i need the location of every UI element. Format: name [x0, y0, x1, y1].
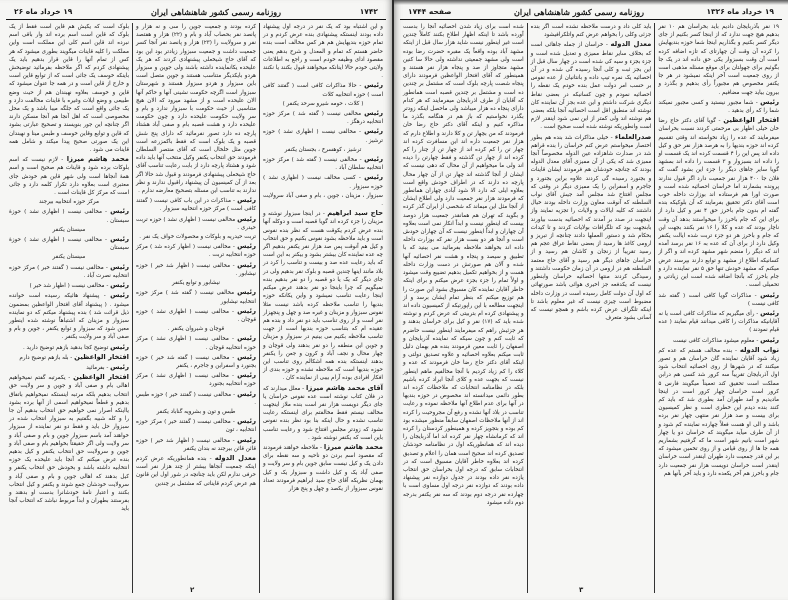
- speaker-name: افتخار الواعظین: [723, 116, 779, 125]
- speaker-name: آقای محمد هاشم میرزا: [306, 383, 384, 392]
- paragraph-text: مخالفی نیست ( گفته شد ) مرکز حوزه انتخابیه نیشابور: [136, 290, 256, 305]
- paragraph-text: - معلل میدارند که در فلان کتاب نوشته است عده نفوس خراسان یا جای دیگر دویست هزار نفر است بنده ملاز اینجهت مخالف نیستم فقط مخالفتم برای اینستکه رعایت تناسب نشده و حال اینکه بنا بود نظر بنده نفوس نشود که زودتر مجلس افتتاح شود و رعایت تناسب باین است که یکنفر نوشته شود .: [263, 385, 383, 441]
- paragraph-text: سبزوار ، مزینان ، جوین ، بام و صفی آباد سرولایت .: [263, 192, 383, 208]
- speaker-name: حاج سید ابراهیم: [327, 209, 384, 218]
- speaker-name: رئیس: [237, 435, 257, 444]
- speaker-name: رئیس: [364, 81, 383, 90]
- paragraph-text: - مخالفی نیست ( گفته شد ) مرکز حوزه انتخابیه سلطان آباد .: [263, 157, 383, 172]
- paragraph-text: مرکز حوزه انتخابیه بیرجند: [39, 199, 99, 206]
- text-paragraph: [136, 233, 256, 241]
- paragraph-text: - مخالفی نیست ( اظهاری نشد ) حوزه ترشیز .: [263, 129, 383, 144]
- left-page-column-3: [6, 23, 132, 593]
- speaker-name: رئیس: [110, 262, 129, 271]
- paragraph-text: - مخالفی نیست ( اظهاری نشد ) حوزهٔ سیستان: [9, 237, 129, 252]
- speech-paragraph: [658, 336, 779, 345]
- paragraph-text: - لازم نیست که اسم بلوکات برده شود و قاینات هم صحیح است و اسم همهٔ آنجاها است ولی شهر قاین هم خودش جای معتبری است بعلاوه دارد تکرار کلمه دارد و جائی است که مرکز کل قاینات است .: [9, 157, 129, 197]
- speaker-name: محمد هاشم میرزا: [66, 155, 130, 164]
- left-page-column-1: [259, 23, 386, 593]
- page-number: ۱۷۴۲: [359, 7, 378, 16]
- paragraph-text: ۱۹ نفر بآذربایجان دادیم باید بخراسان هم ۱۰ نفر بدهیم هیچ جهت ندارد که از اینجا کسر بکنیم از جای دیگر کسر بکنیم و بگذاریم اینجا شما حوزه بندیهایش را کرده آن وقت آن چهارتای که تازه اضافه کرده است آن وقت بسبزوار یکی حق داده اند در یک جا بگوئیم برای جهولتان برای موقع مسئله مذهبی است از روی جمعیت است آخر اینکه نمیشود در هر جا یکنفر مخصوص هم مجبوراً رأی بدهیم و بگذرد و بیرون بیاید جهت مضافیم .: [658, 24, 779, 96]
- speech-paragraph: [263, 109, 383, 126]
- speaker-name: رئیس: [760, 335, 779, 344]
- speech-paragraph: [9, 363, 129, 372]
- text-paragraph: [136, 23, 256, 195]
- speaker-name: رئیس: [110, 362, 129, 371]
- paragraph-text: توضیح کجا بدهید بازهم توضیح دارید .: [23, 344, 109, 351]
- speech-paragraph: [136, 454, 256, 488]
- paragraph-text: سیستان یکنفر: [52, 226, 86, 233]
- speech-paragraph: [136, 353, 256, 370]
- speech-paragraph: [658, 98, 779, 115]
- speaker-name: افتخار الواعظین: [74, 352, 129, 361]
- text-paragraph: [531, 23, 652, 39]
- speaker-name: محمد هاشم میرزا: [323, 442, 384, 451]
- paragraph-text: - بفرمائید: [86, 364, 109, 371]
- text-paragraph: [263, 100, 383, 108]
- newspaper-title: روزنامه رسمی کشور شاهنشاهی ایران: [514, 6, 644, 17]
- speech-paragraph: [9, 281, 129, 290]
- paragraph-text: - بله بازهم توضیح دارم: [19, 354, 73, 361]
- speaker-name: رئیس: [110, 207, 129, 216]
- speaker-name: رئیس: [110, 281, 129, 290]
- text-paragraph: [136, 408, 256, 416]
- speech-paragraph: [136, 242, 256, 259]
- speaker-name: رئیس: [237, 352, 257, 361]
- speech-paragraph: [136, 215, 256, 232]
- speech-paragraph: [531, 40, 652, 131]
- text-paragraph: [263, 192, 383, 208]
- speech-paragraph: [263, 443, 383, 493]
- speaker-name: رئیس: [237, 389, 256, 398]
- paragraph-text: - بنده همانطوریکه عرض کردم اینکه جمعیت آنجاها بیشتر از چند هزار نفر است حرفی ندارم لکن باید چنانچه در شور اول این قانون هم عرض کردم قایناتی که مشتمل بر چندین: [136, 455, 256, 487]
- paragraph-text: کرده بودند و جمعیت جوین را سی و نه هزار و پانصد نفر بحصاب آباد و بام و (۲۲) هزار و هفتصد نفر و سرولایت را (۲۳) هزار و پانصد نفر آنجا کسر جمعیت داشت و جمعیت سبزوار زیادتر بود این بود که آقای حاج شیخعلی پیشنهادی کردند که هر یک علیحده یکانماینده داشته باشند ولی جوین و سبزوار هردو بایکدیگر متناسب هستند و جوین متصل است باین سبزوار و هردو سبزوار هستند و شهرستان سبزوار است اگرچه حکومت نشینی آنها و حاکم آنها الان علیحده است و از مشهد میرود که الان هیچ متناسبی از حیث حکومت با سبزوار ندارد و بام و سر ولایت حکومت علیحده دارد و چون حکومت علیحده دارد و هشت قصبه بام و صفی آباد هشتاد پارچه ده دارد تصور نفرمائید که دارای پنج شش قصبه و یک بلوک است که فقط باکمزرعه است جوین مثل خلخال است که آقای منتصر السلطان فرمودند حق انتخاب یکنفر وکیل منتخب آنها باید داده شود و هشتاد پارچه دارد از بابت رعایت تناسب آقای حاج شیخعلی پیشنهادی فرمودند و قبول شد حالا اگر بعد از آن کمیسیون آن پیشنهاد راقبول ندارند و نظر ندارند به تناسب این مسئله بتصحیح معارضه ندارم .: [136, 24, 256, 195]
- paragraph-text: شده است برای زیاد شدن احصائیه آنجا را بدست آورده باشد تا اینکه اظهار اطلاع بکنند کاملاً چندین است غیر اینطور نیست شاید هزار سال قبل از اینکه مشهد آباد بوده واقعاً یک مقبره حضرت رضا بوده است ولی مشهد جمعیتی نداشته ولی حالا سا کنین مشهد متجاوز از صد و پنجاه هزار نفر هستند و همینطور که آقای افتخار الواعظین فرمودند دارای پنجاه شصت پارچه بلوک است که مشتمل بر چندین ده است و مشتمل بر چندین قصبه است همانطور که آقایان از طرف اذربایجان میفرمایند که هر کدام دارای پنجاه ده هزار میباشد ولی ماحصل اینکه زودتر بگذرد نخواستیم که باز هم در هنگامه بگذرد ما مذاکره کنیم و اینکه آقای دکتر حاج رضا خان فرمودند که من بچهار تن و کلا دارند و اطلاع دارم که هزار نفر جمعیت داره اند این مسافرت کرده اند چهار تن را کم کرده اند از چهار تن از چنار را کم کرده اند از چهار تن گذشته و فقط چهارتن را دیده اند ولی ما میخواهیم از آن محال که دهی نیست که ایشان از آنجا گذشته اند چهار تن از آن چهار محال پارچه ده دارند که در اطراف خودش واقع است بعلاوه ایلی که دارد الا شود آبادی چهاران همانطور که فرمودند هزار نفر جمعیت دارد ولی اطلاع ایشان از آنجا مثل این میماند که شخصی از ایران گذر کرده و بگوید که تهران هم همانقدر جمعیت هزار دوصد بیست که اینطور نیست و ابداً انکار نمی است بعلاوه آن چهاران و ابداً اینطور نیست که آن چهاران خودش است و آنجا هر دو بست هزار نفر که بوزارت داخله داده اند بخواهند ملاحظه بفرمائید می بینید که با تطبیق و سیصد و پنجاه و هشت نفر احصائیه آنها شده و آلان هم صورتش در دست وزارت داخله هست و از بخواهیم تکمیل بدهیم تضییع وقت میشود و اولاً تمام را جزء بجزء عرض میکنم و برای اینکه خاطر آقایان نماینده کان مسبوق بشود این صورت را هم توزیع میکنم که بنظر تمام ایشان برسد و از اینجهت مطالعه با این راپورتیکه از کمیسیون داده اند و پیشنهادی کرده ام بتربیتی که عرض کردم و نوشته شده باید که (۱۷) نفر و کیل برای خراسان بدهند و هر جزئیش راهم که میفرمایند اینطور نیست حاضرم که ثابت کنم و چون سیکه که نماینده آذربایجان و اصفهان را ثابت معین فرمودند بنده هم بهمان دلیل ثابت میکنم بعلاوه احصائیه و علاوه تصدیق دولتی و اینکه آقای دکتر حاج رضا خان فرمودند که عده و کلاء را کم زیاد کردیم با آنجا مخالفیم ماهم اینطور نیست که بجهت عده و کلای آنجا ایراد کرده باشیم بلکه در نظامنامه انتخابات که ملاحظات کرده اند بطور دائمی میدانسته اند مخصوص در حوزه بندیها در آنها برای عدم اطلاع آنها ملاحظه نموده و رعایت تناسب در بلاد آنها نشده و رفع آن مجروحیت را کرده اند از آنها ملاحظات اصفهان سابقاً منظور میشده بود کم بوده و بتجویز کرده و همینطور کردستان را کرده اند که کرمانشاه چهار نفر کرده اند اما آذربایجان را دیده اند که همانطوریکه اول در نظامنامه خودشان تصدیق کرده اند صحیح است همان را اعلام و تصدیق کرده اند بعلاوه خاطر آقایان مسبوق است که در انتخابات سابق که درجه اول بخراسان حق انتخاب یازده نفر داده بودند در جدول دوازده نفر پیشنهاد داده بودند که دوازده نفر درجه اول مساوی است با چهارده نفر درجه دوم بودند که سه نفر یکنفر بدرجه دوم داده میشود: [402, 24, 524, 506]
- speech-paragraph: [136, 261, 256, 278]
- speaker-name: رئیس: [364, 155, 383, 164]
- speaker-name: رئیس: [110, 291, 129, 300]
- speaker-name: معدل الدوله: [610, 40, 652, 49]
- speech-paragraph: [136, 436, 256, 453]
- paragraph-text: مخالفی نیست ( اظهاری نشد ) حوزه تربت حیدری .: [136, 216, 256, 231]
- text-paragraph: [263, 23, 383, 80]
- speaker-name: صدرالعلماء: [614, 132, 652, 141]
- text-paragraph: [658, 23, 779, 97]
- speaker-name: رئیس: [364, 109, 383, 118]
- speaker-name: رئیس: [237, 417, 256, 426]
- speaker-name: رئیس: [364, 173, 384, 182]
- paragraph-text: - مخالفی نیست ( اظهاری نشد ) مرکز حوزه انتخابیه بجنورد: [136, 373, 256, 388]
- paragraph-text: و این اشتباه بود که یک نفر در درجه اول پیشنهاد داده بودند اینستکه پیشنهادی بنده عرض کردم و در تمام حوزه بندیهایش هم هر کس مخالف است بنده حاضر هستم که تمام و المعدل و شرح بدهم یعنی مقصود ادای وظیفه خودم است و راجع به اطلاعات ولایتی خودم حالا اینانکه میخواهند قبول بکنند یا نکنند .: [263, 24, 383, 80]
- text-paragraph: [136, 279, 256, 287]
- text-paragraph: [136, 325, 256, 333]
- paragraph-text: - مذاکرات گویا کافی است ( گفته شد کافی نیست ): [658, 292, 779, 307]
- speaker-name: رئیس: [760, 97, 780, 106]
- paragraph-text: - مخالفی نیست ( اظهار شد خیر ): [29, 283, 109, 290]
- speaker-name: رئیس: [110, 235, 129, 244]
- speech-paragraph: [531, 133, 652, 323]
- text-paragraph: [403, 23, 524, 507]
- issue-date: ۱۹ خرداد ماه ۱۳۲۶: [706, 7, 774, 16]
- text-paragraph: [9, 23, 129, 154]
- speaker-name: رئیس: [237, 260, 257, 269]
- left-page-column-2: [132, 23, 259, 593]
- speech-paragraph: [9, 155, 129, 197]
- paragraph-text: ( کلات ، حومه شیرو سرحد یکنفر ): [282, 100, 364, 107]
- issue-date: ۱۹ خرداد ماه ۲۶: [14, 7, 73, 16]
- speech-paragraph: [136, 371, 256, 388]
- speech-paragraph: [136, 196, 256, 213]
- paragraph-text: سیستان یکنفر: [52, 254, 86, 261]
- paragraph-text: - مخالفی نیست ( اظهاری نشد ) حوزهٔ سیستان .: [9, 209, 129, 224]
- speech-paragraph: [9, 343, 129, 352]
- speech-paragraph: [658, 309, 779, 335]
- speech-paragraph: [9, 373, 129, 513]
- speech-paragraph: [9, 291, 129, 341]
- paragraph-text: باید کلی داد و درست ملاحظه نشده است اگر بنده جزئی وکلی را بخواهم عرض کنم واتلکرافیشود: [530, 24, 652, 39]
- speaker-name: رئیس: [237, 306, 256, 315]
- speech-paragraph: [9, 353, 129, 362]
- newspaper-title: روزنامه رسمی کشور شاهنشاهی ایران: [151, 6, 282, 17]
- right-page: [394, 0, 788, 600]
- right-page-masthead: [400, 6, 782, 20]
- speech-paragraph: [658, 116, 779, 289]
- paragraph-text: - یکمرتبه گفتم نمیخواهیم اهالی بام و صفی آباد و جوین و سر ولایت حق انتخاب بدهیم بلکه مرتبه اینستکه نمیخواهیم باتفاق بدهیم و قطعاً نمیخواهیم اسمی از آنها برده بشود یااینکه اصرار نمی خواهیم حق انتخاب بدهیم آن جا را و کله شبیه بگفتیم به سبزوار انتخاب شده در سبزوار حل باید و فقط دو نفر نماینده از سبزوار خواهند آمد باسم سبزوار جوین و بام و صفی آباد و سر ولایت ولی اگر حقیقتاً بخواهیم بام و صفی آباد و جوین و سرولایت حق انتخاب یکنفر و کیل بدهیم بنده عرض میکنم که آنجا باید علیحده یک حوزه انتخابیه داشته باشد و بخودش حق انتخاب یکنفر و کیل بدهند که اهالی جوین و بام و صفی آباد و سرولایت خودشان جمع شوند و یکنفر و کیل انتخاب بکنند و اعتبار نامهٔ خودشانرا بدست او بدهند و بفرستند بطهران و ابداً مربوط نباشد که انتخاب آنجا باید: [9, 375, 129, 513]
- speaker-name: رئیس: [364, 127, 383, 136]
- paragraph-text: تربت حیدریه و بلوکات و محصولات خواف یک نفر .: [139, 234, 256, 241]
- speaker-name: معدل الدوله: [214, 453, 257, 462]
- left-page-columns: [6, 23, 386, 593]
- paragraph-text: ترشیز ، کوهسرخ ، بجستان یکنفر: [284, 146, 362, 153]
- page-label: صفحه ۱۷۴۴: [408, 7, 452, 16]
- text-paragraph: [263, 146, 383, 154]
- paragraph-text: - خراسان از جمله جاهائی است که بخلاف سایر نقاط ممیزی و تعدیل شده است و جزء بجزء و سیه کی شده است در چهار سال قبل از این بجز ثبت و کلی آنجا رسیده گی شده و در آن احصائیه یک نمره تیپ داده و بانتانیان از عده نفوس بر حسب امر دولت عمل بنده خودم یک نقطه را احصائیه نمودم و چون کسانیکه در بعضی نقاط دیگری شرکت داشتم و این عده بجز آن نماینده کان نوشته اند منطبق اقل است احصائیه آنجا بلکه بعضی هم نوشته اند ولی کمتر از این نمی شود اینقدر لازم است وانطوریکه نوشته شده است صحیح است .: [530, 42, 652, 131]
- paragraph-text: - مخالفی نیست ( اظهاری نشد ) حوزه قوچان .: [136, 308, 256, 323]
- paragraph-text: بلوک است که یکیش هم قاین است فقط از یک بلوک که قاین است اسم برده اند وار باقی اسم نبرده اند قاین اسم کلی این مملکت است واین مملکت را کلیه قاینات میگویند بطوری میشود که هر کس از تمام آنها را قاین قرار بدهیم باید یک پیشنهادی کردم که اگر ملاحظه بفرمائید توضیحش باینکه خوسف یک جائی است که از توابع قاین است و خارج از قاین است و در همه جا عنوان میشود که قاین و خوسف بعلاوه نهبندان هم از حیث وضع طبیعی و وضع ایلات وغیره با قاینات مخالفت دارد و یک جائی واقع است که جلگه میبا باشد و یک محل مخصوصی است که اهل آنجا هم آنجا مسکن دارند اگر چنانچه این جور بنویسند و تصحیح عبارتی بشود که قاین و توابع وقاین خوسف و طبس مینا و نهبندان این یک صورتی صحیح پیدا میکند و شامل همه قاینات می شود .: [9, 24, 129, 154]
- page-footer-number: ۲: [190, 586, 195, 594]
- speech-paragraph: [263, 81, 383, 98]
- text-paragraph: [9, 253, 129, 261]
- paragraph-text: - حالا مذاکرات کافی است ( گفتند کافی است ) حوزه انتخابیه کلات: [263, 83, 383, 98]
- paragraph-text: - شما مجبور نیستید و کسی مجبور نمیکند شما را که رأی بدهید .: [658, 99, 779, 115]
- paragraph-text: - در اینجا سبزوار نوشته و مزینان را جزء کرده اند گویا قصبه است و دوکله آنها بنده عرض کردم یکوقت هست که نظر بنده نفوس است و باید ملاحظه بشود نفوس بکنیم و حق انتخاب و کیل هم آنوقت پس صد هزار نفر یکنفر بدهیم اگر چه عده نماینده کان بیشتر بشود و بیکنر به این است که باید رعایت عده صد و بیست و تناسب را کرد در بلاد مانند اینها چندین قصبه و بلوک نفر بدهیم ولی در جای دیگر که یک یا دو قصبه را دو نفر بدهیم بنده نمیگویم که چرا باینجا دو نفر بدهند عرض میکنم اینجا رعایت تناسب نمیشود و واین یکانکه حوزه بندیها را تناسب ملاحظه کرده باشد نیست مثلا نفوس سبزوار و مزینان و غیره صد و چهل و پنجهزار نفر است و از روی تناسب باید دو نفر داد و بنده هم عقیده ام که بتناسب حوزه بندیها است از جهت تناسب ملاحظه بکنیم می بینیم در سبزوار و مزینان و جوین این منطقه را دو نفر بدهند ولی قوچان و چهار محال و نجف آباد و کرون و جعن را یکنفر بدهند اینستکه بنده همه اشکالم روی تناسب این حوزه بندیها است که ملاحظه نشده و حوزه بندی از افکار افرادی بوده آرام بیبی از نماینده کان .: [263, 211, 383, 382]
- text-paragraph: [9, 226, 129, 234]
- paragraph-text: - مخالفی نیست ( گفته شد خیر ) حوزه بجنورد و اسفراین و جاجرم ، یکنفر: [136, 354, 256, 369]
- right-page-column-1: [654, 23, 782, 593]
- speaker-name: رئیس: [237, 196, 256, 205]
- left-page-masthead: [6, 6, 386, 20]
- paragraph-text: - ملاحظه خواهند فرمودند که مقصود اسم بردن دو ناحیه و سه نقطه برای دادن یک و کیل نیست سابق جوین بام و سر ولایت و صفی آباد یک و کیل داشت و سبزوار یک و کیل بهمان نظریکه آقای حاج سید ابراهیم فرمودند تعداد نفوس سبزوار از یکصد و چهل و پنج هزار: [263, 444, 383, 492]
- speech-paragraph: [263, 384, 383, 442]
- speech-paragraph: [263, 173, 383, 190]
- paragraph-text: - خیلی مذاکرات شد بنده هم بطور اختصار میخواستم عرض کنم خراسان را بنده قراهم شد در صدارت شاهزاده عین الدوله مخصوصاً آنجا ممیزی شد که یکی از آن ممیزی آقای معدل الدوله بودند که چنانچه خودشان هم فرمودند ایشان قاینات و بجنورد رسیده گی کردند علاوه براین بجنورد و جاجرم و اسفراین را یک ممیزی دیگر در وقتی که مجلس افتتاح شد مجلس آمد جیش آقای نواب السلطنه که آنوقت معاون وزارت داخله بودند خیال داشتند که کلیه ایالات و ولایات را تجزیه نمایند واز اینجهت در صدد بر آمدند که احصائیه بدست بیاورند بابنجهت بود که تلگرافات بولایات کردند و تا کیدات بحکام شد و دستور العملها دادند چنانچه از تبریز و ارومی کاغذ ها رسید از بعضی نقاط عراق عجم هم رسید تقریباً از زنجان و کاشان هم رسید و از خراسان جاهای دیگر هم رسید و آقای حاج معتمد السلطنه هم در ارومی در آن زمان حکومت داشتند و رسیدگی کردند منتها احصائیه خراسان وابنطور نیست که یکدفعه جز اخیری هوائی باشد صورتهائی که اول آن دولت کامل رسیده است در وزارت داخله مضبوط است چیزی نیست که غیر معلوم باشد تا اینکه تلگراف عرض کرده باشم و همچو نیست که آسانی بشود متعرف: [530, 134, 652, 322]
- speaker-name: رئیس: [237, 214, 257, 223]
- paragraph-text: مخالفی نیست ( گفته شد ) مرکز حوزه انتخابیه درهگز .: [263, 111, 383, 126]
- paragraph-text: - مذاکرات در این باب کافی نیست ( گفتند کافی است ) مرکز حوزه انتخابیه سبزوار .: [136, 198, 256, 213]
- paragraph-text: - مخالفی نیست ( گفتند خیر ) حوزه طبس .: [136, 391, 256, 406]
- paragraph-text: - مخالفی نیست ( اظهار شد خیر ) حوزه نیشابور .: [136, 262, 256, 277]
- speech-paragraph: [9, 235, 129, 252]
- speech-paragraph: [263, 209, 383, 382]
- speech-paragraph: [9, 263, 129, 280]
- speaker-name: رئیس: [237, 371, 257, 380]
- paragraph-text: قوچان و شیروان یکنفر .: [167, 326, 225, 333]
- speech-paragraph: [658, 346, 779, 478]
- speaker-name: نواب الدوله: [739, 345, 779, 354]
- paragraph-text: - گویا آقای دکتر حاج رضا خان خیلی اظهار بی مرحمتی کردند نسبت بخراسان میفرمایند که عده را زیاد نخواسته اند وقتی تقسیم کرده اند حوزه بندیها را به هرصد هزار نفر حق و کیل داده اند پس این را ۴ قسمت کرده اند یک قسمت او را داده اند بسبزوار و ۳ قسمت را داده اند بمشهد گویا سایر جاهای دیگر را جزء این بشود گفت که فلان جا ۴۰۰ هزار نفر جمعیت دارد اگر قبول ندارند پرونده بشمارند اما خراسان احصائیه شده است و صورت اورا هم فرستاده اند بوزارت داخله خوب است آقای دکتر تحقیق بفرمایند که آن بلوکیکه بنده گفته ام بدون جام باخرز حق ۴ نفر و کیل دارد از برای این که جام باخرز را میخواستند بدهد آن وقت ناچار بودند که عده و کلا را ۱۶ نفر بکنند بجهت این که جام و باخرز هر دو جزء تربت شده ایالت یکنفر وکیل دارد از برای آن که عده به ۱۶ نفر برسد آمده اند که دیگر را منضم شهر مشهد کرده اند و اگر از کسانیکه اطلاع از مشهد و توابع دارند بپرسند عرض میکنم که مشهد خودش تنها حق ۵ نفر نماینده دارد و جام باخرز که بآنجا اضافه شده است این زیادتی و تحمیلی است .: [658, 118, 779, 289]
- speech-paragraph: [136, 288, 256, 305]
- speech-paragraph: [9, 207, 129, 224]
- paragraph-text: - معلوم میشود مذاکرات کافی نیست: [673, 337, 759, 344]
- right-page-column-3: [400, 23, 527, 593]
- speech-paragraph: [263, 127, 383, 144]
- paragraph-text: نیشابور و توابع یکنفر: [172, 280, 220, 287]
- speech-paragraph: [136, 334, 256, 351]
- right-page-column-2: [527, 23, 655, 593]
- speaker-name: رئیس: [110, 342, 129, 351]
- paragraph-text: - پیشنهاد هائیکه رسیده است خوانده میشود . ( پیشنهاد آقای افتخار الواعظین بمضمون ذیل قرائت شد ) بنده پیشنهاد میکنم که دو نماینده سبزوار و مزینان که اشتباهاً نوشته شده اینطور معین شود که سبزوار و توابع یکنفر ، جوین و بام و صفی آباد و سر ولایت یکنفر .: [9, 293, 129, 341]
- speech-paragraph: [136, 307, 256, 324]
- right-page-columns: [400, 23, 782, 593]
- page-footer-number: ۳: [579, 586, 584, 594]
- speaker-name: رئیس: [760, 308, 779, 317]
- paragraph-text: - مخالفی نیست ( اظهار شد خیر ) حوزه قائن قائن بیرجند نه بندان یکنفر: [136, 437, 256, 452]
- paragraph-text: - بنده مخالف هستم که عده کم زیاد شود آقایان نماینده گان خراسان هم و تصور میکنند که در شهرها از روی احصائیه انتخاب شود اول آذربایجان تقریباً سه کرور شد کسی هم درابن مملکت است تحقیق کند تعمیناً میگویند فارس ۵ کرور است خراسان چهار کرور است در اینجا مادیدیم و آمد طهران آمد بطوری شد که باید کم کنند بنده دیدم این خطری است و نظر کمیسیون برای بیست و صد هزار نفر منتهی چهار نفر برده باشد و الی او هست فعلاً چهارده نماینده کم شود و از آن طرف میآید میگویند که خراسان دو یا چهار شهر است بانیم شهر است ما که گرفتیم بشماریم همه جا ها از روی قیاس و از روی تخمین میشود که بر این قدر جمعیت دارد طهران اینقدر است خراسان اینقدر است خراسان دویست هزار نفر جمعیت دارد جام و باخرز هم آخر یکعده دارد و باید آخر بآنها هم: [658, 347, 779, 477]
- speaker-name: رئیس: [760, 290, 779, 299]
- paragraph-text: - مخالفی نیست ( اظهار کرده شد ) مرکز حوزه انتخابیه تربت .: [136, 244, 256, 259]
- speech-paragraph: [136, 390, 256, 407]
- speaker-name: افتخار الواعظین: [73, 373, 129, 382]
- speaker-name: رئیس: [237, 242, 256, 251]
- paragraph-text: طبس و تون و بشرویه گناباد یکنفر: [156, 408, 236, 415]
- speech-paragraph: [658, 291, 779, 308]
- paragraph-text: - مخالفی نیست ( اظهاری نشد ) مرکز حوزه انتخابیه قوچان .: [136, 336, 256, 351]
- text-paragraph: [9, 198, 129, 206]
- speech-paragraph: [263, 155, 383, 172]
- speech-paragraph: [136, 417, 256, 434]
- speaker-name: رئیس: [237, 334, 257, 343]
- speaker-name: رئیس: [237, 288, 256, 297]
- paragraph-text: - کسی مخالف نیست ( اظهاری نشد ) حوزه سبزوار .: [263, 175, 383, 190]
- paragraph-text: - رأی میگیریم که مذاکرات کافی است یا نه آقایانیکه مذاکرات را کافی میدانند قیام نمایند ( عده قیام نمودند ): [658, 310, 779, 334]
- paragraph-text: - مخالفی نیست ( گفتند خیر ) مرکز حوزه انتخابیه نصرت آباد .: [9, 264, 129, 279]
- paragraph-text: - مخالفی نیست ( گفتند خیر ) مرکز حوزه انتخابیه ، تون: [136, 419, 256, 434]
